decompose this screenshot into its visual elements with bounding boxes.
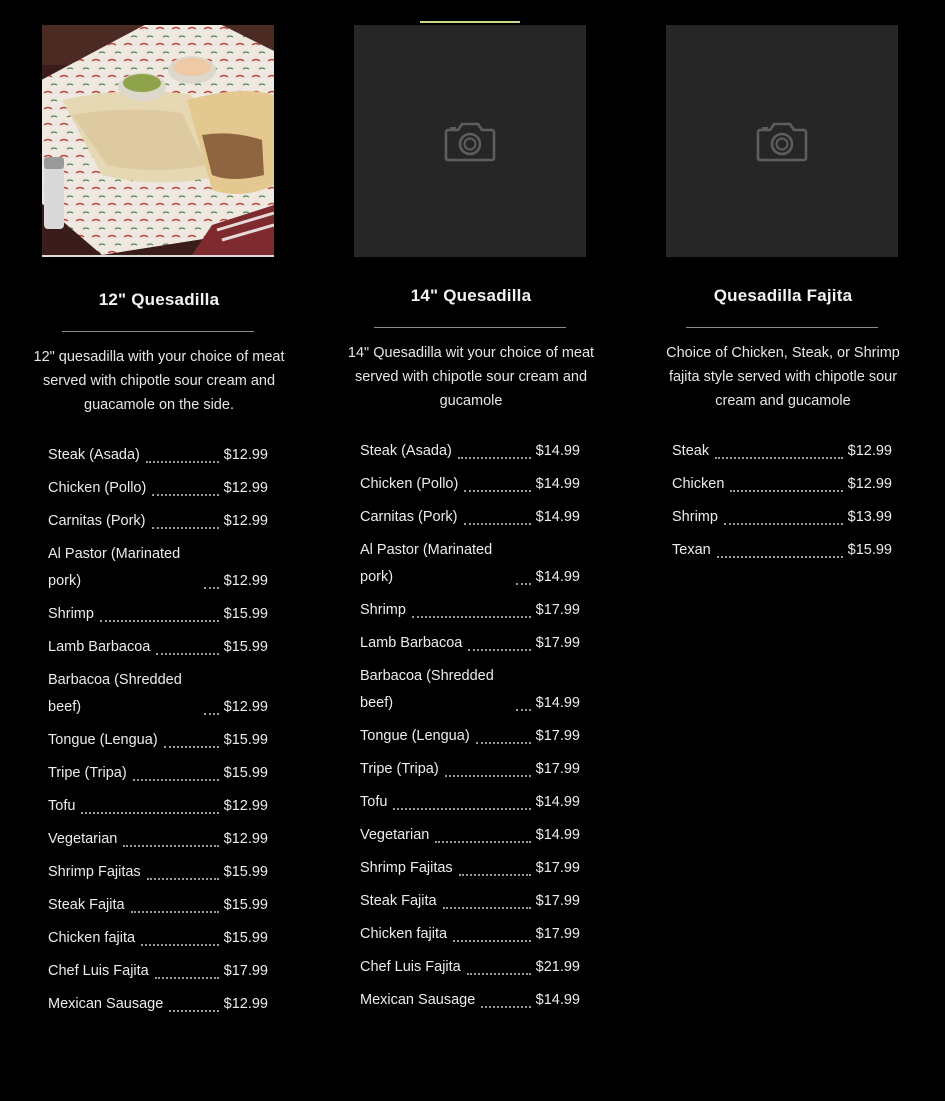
- menu-item-price: $17.99: [535, 860, 580, 876]
- menu-item-row: [360, 921, 580, 948]
- menu-item-name: Tofu: [48, 798, 76, 814]
- menu-item-row: [48, 892, 268, 919]
- menu-item-name: Tongue (Lengua): [48, 732, 158, 748]
- menu-item-row: [48, 508, 268, 535]
- menu-item-row: [48, 442, 268, 469]
- menu-item-name: Barbacoa (Shredded beef): [48, 672, 182, 715]
- dot-leader: [152, 494, 218, 496]
- menu-item-price: $12.99: [223, 447, 268, 463]
- dot-leader: [133, 779, 219, 781]
- menu-item-name: Carnitas (Pork): [360, 509, 458, 525]
- item-title: 12" Quesadilla: [98, 290, 220, 309]
- dot-leader: [724, 523, 843, 525]
- price-list: [360, 438, 580, 1020]
- menu-item-name: Tofu: [360, 794, 388, 810]
- menu-item-name: Steak (Asada): [360, 443, 452, 459]
- menu-item-name: Steak Fajita: [48, 897, 125, 913]
- menu-item-row: [360, 822, 580, 849]
- dot-leader: [393, 808, 530, 810]
- menu-item-row: [360, 663, 580, 717]
- menu-item-name: Carnitas (Pork): [48, 513, 146, 529]
- item-title: Quesadilla Fajita: [713, 286, 853, 305]
- menu-item-row: [48, 667, 268, 721]
- menu-item-name: Mexican Sausage: [360, 992, 476, 1008]
- dot-leader: [481, 1006, 530, 1008]
- dot-leader: [100, 620, 219, 622]
- item-description: 14" Quesadilla wit your choice of meat served with chipotle sour cream and gucamole: [347, 345, 595, 409]
- photo-placeholder: [354, 25, 586, 257]
- menu-item-price: $14.99: [535, 476, 580, 492]
- menu-item-price: $12.99: [223, 513, 268, 529]
- menu-item-row: [360, 597, 580, 624]
- dot-leader: [715, 457, 843, 459]
- menu-item-name: Lamb Barbacoa: [48, 639, 151, 655]
- menu-item-row: [48, 601, 268, 628]
- menu-item-row: [672, 537, 892, 564]
- menu-item-price: $15.99: [847, 542, 892, 558]
- menu-item-price: $12.99: [223, 798, 268, 814]
- menu-item-price: $12.99: [223, 480, 268, 496]
- menu-item-price: $14.99: [535, 794, 580, 810]
- menu-item-price: $12.99: [223, 996, 268, 1012]
- menu-item-price: $14.99: [535, 569, 580, 585]
- dot-leader: [81, 812, 218, 814]
- menu-item-name: Texan: [672, 542, 711, 558]
- dot-leader: [147, 878, 219, 880]
- dot-leader: [458, 457, 531, 459]
- menu-item-row: [672, 471, 892, 498]
- menu-item-price: $15.99: [223, 732, 268, 748]
- menu-item-name: Lamb Barbacoa: [360, 635, 463, 651]
- dot-leader: [467, 973, 531, 975]
- camera-icon: [756, 120, 808, 162]
- dot-leader: [516, 583, 531, 585]
- menu-item-name: Chef Luis Fajita: [360, 959, 461, 975]
- menu-item-name: Al Pastor (Marinated pork): [48, 546, 181, 589]
- menu-item-row: [48, 634, 268, 661]
- menu-item-row: [360, 630, 580, 657]
- menu-item-price: $14.99: [535, 992, 580, 1008]
- menu-item-row: [48, 760, 268, 787]
- menu-item-row: [48, 859, 268, 886]
- menu-item-name: Tripe (Tripa): [48, 765, 127, 781]
- photo-placeholder: [666, 25, 898, 257]
- menu-item-price: $15.99: [223, 765, 268, 781]
- dot-leader: [443, 907, 531, 909]
- menu-item-name: Shrimp Fajitas: [360, 860, 453, 876]
- menu-item-row: [360, 537, 580, 591]
- dot-leader: [464, 523, 531, 525]
- menu-item-price: $15.99: [223, 639, 268, 655]
- menu-item-name: Chicken: [672, 476, 725, 492]
- dot-leader: [204, 587, 219, 589]
- dot-leader: [445, 775, 531, 777]
- menu-item-price: $17.99: [223, 963, 268, 979]
- dot-leader: [156, 653, 218, 655]
- menu-item-name: Chicken (Pollo): [360, 476, 459, 492]
- menu-item-row: [360, 504, 580, 531]
- menu-item-price: $17.99: [535, 635, 580, 651]
- title-divider: [62, 331, 254, 332]
- menu-item-row: [360, 987, 580, 1014]
- dot-leader: [717, 556, 843, 558]
- menu-item-name: Shrimp: [360, 602, 406, 618]
- menu-item-row: [360, 471, 580, 498]
- dot-leader: [155, 977, 219, 979]
- menu-item-name: Tongue (Lengua): [360, 728, 470, 744]
- menu-item-name: Vegetarian: [360, 827, 430, 843]
- menu-item-name: Shrimp Fajitas: [48, 864, 141, 880]
- menu-item-price: $14.99: [535, 695, 580, 711]
- dot-leader: [412, 616, 531, 618]
- dot-leader: [476, 742, 531, 744]
- menu-item-row: [48, 991, 268, 1018]
- item-description: Choice of Chicken, Steak, or Shrimp fajita style served with chipotle sour cream and gucamole: [666, 345, 900, 409]
- dot-leader: [164, 746, 219, 748]
- menu-item-price: $15.99: [223, 606, 268, 622]
- menu-item-price: $17.99: [535, 761, 580, 777]
- dot-leader: [435, 841, 530, 843]
- menu-item-name: Chicken (Pollo): [48, 480, 147, 496]
- dot-leader: [123, 845, 218, 847]
- menu-item-price: $15.99: [223, 930, 268, 946]
- quesadilla-photo: [42, 25, 274, 257]
- dot-leader: [459, 874, 531, 876]
- menu-item-name: Barbacoa (Shredded beef): [360, 668, 494, 711]
- menu-item-row: [360, 756, 580, 783]
- menu-item-row: [672, 438, 892, 465]
- dot-leader: [516, 709, 531, 711]
- price-list: [48, 442, 268, 1024]
- menu-item-name: Mexican Sausage: [48, 996, 164, 1012]
- menu-item-row: [48, 958, 268, 985]
- accent-bar: [420, 21, 520, 23]
- menu-item-price: $17.99: [535, 728, 580, 744]
- menu-item-name: Shrimp: [48, 606, 94, 622]
- dot-leader: [464, 490, 530, 492]
- menu-item-row: [360, 789, 580, 816]
- dot-leader: [152, 527, 219, 529]
- menu-item-name: Steak Fajita: [360, 893, 437, 909]
- menu-item-price: $14.99: [535, 443, 580, 459]
- camera-icon: [444, 120, 496, 162]
- dot-leader: [468, 649, 530, 651]
- menu-item-name: Chicken fajita: [48, 930, 136, 946]
- menu-item-price: $14.99: [535, 827, 580, 843]
- menu-item-name: Chicken fajita: [360, 926, 448, 942]
- dot-leader: [453, 940, 531, 942]
- dot-leader: [141, 944, 219, 946]
- menu-item-row: [360, 438, 580, 465]
- menu-item-price: $17.99: [535, 926, 580, 942]
- menu-item-name: Chef Luis Fajita: [48, 963, 149, 979]
- title-divider: [686, 327, 878, 328]
- dot-leader: [146, 461, 219, 463]
- menu-item-row: [360, 954, 580, 981]
- menu-item-price: $12.99: [223, 831, 268, 847]
- item-description: 12" quesadilla with your choice of meat served with chipotle sour cream and guacamole on the side.: [33, 349, 285, 413]
- menu-item-row: [48, 727, 268, 754]
- menu-item-price: $15.99: [223, 897, 268, 913]
- menu-item-price: $14.99: [535, 509, 580, 525]
- dot-leader: [169, 1010, 218, 1012]
- menu-item-name: Al Pastor (Marinated pork): [360, 542, 493, 585]
- menu-item-name: Tripe (Tripa): [360, 761, 439, 777]
- menu-item-row: [48, 826, 268, 853]
- menu-item-price: $17.99: [535, 893, 580, 909]
- item-title: 14" Quesadilla: [410, 286, 532, 305]
- price-list: [672, 438, 892, 570]
- title-divider: [374, 327, 566, 328]
- menu-item-row: [360, 855, 580, 882]
- menu-item-name: Steak (Asada): [48, 447, 140, 463]
- menu-item-price: $12.99: [223, 699, 268, 715]
- menu-item-price: $17.99: [535, 602, 580, 618]
- menu-item-row: [48, 925, 268, 952]
- dot-leader: [131, 911, 219, 913]
- menu-item-row: [48, 475, 268, 502]
- menu-item-price: $13.99: [847, 509, 892, 525]
- dot-leader: [730, 490, 842, 492]
- menu-item-row: [48, 541, 268, 595]
- menu-item-price: $12.99: [847, 476, 892, 492]
- menu-item-price: $12.99: [847, 443, 892, 459]
- quesadilla-image: [42, 25, 274, 255]
- menu-item-price: $12.99: [223, 573, 268, 589]
- menu-item-row: [360, 723, 580, 750]
- dot-leader: [204, 713, 219, 715]
- menu-item-row: [48, 793, 268, 820]
- menu-item-name: Shrimp: [672, 509, 718, 525]
- menu-item-row: [360, 888, 580, 915]
- menu-item-price: $21.99: [535, 959, 580, 975]
- menu-item-price: $15.99: [223, 864, 268, 880]
- menu-item-name: Steak: [672, 443, 710, 459]
- menu-item-row: [672, 504, 892, 531]
- menu-item-name: Vegetarian: [48, 831, 118, 847]
